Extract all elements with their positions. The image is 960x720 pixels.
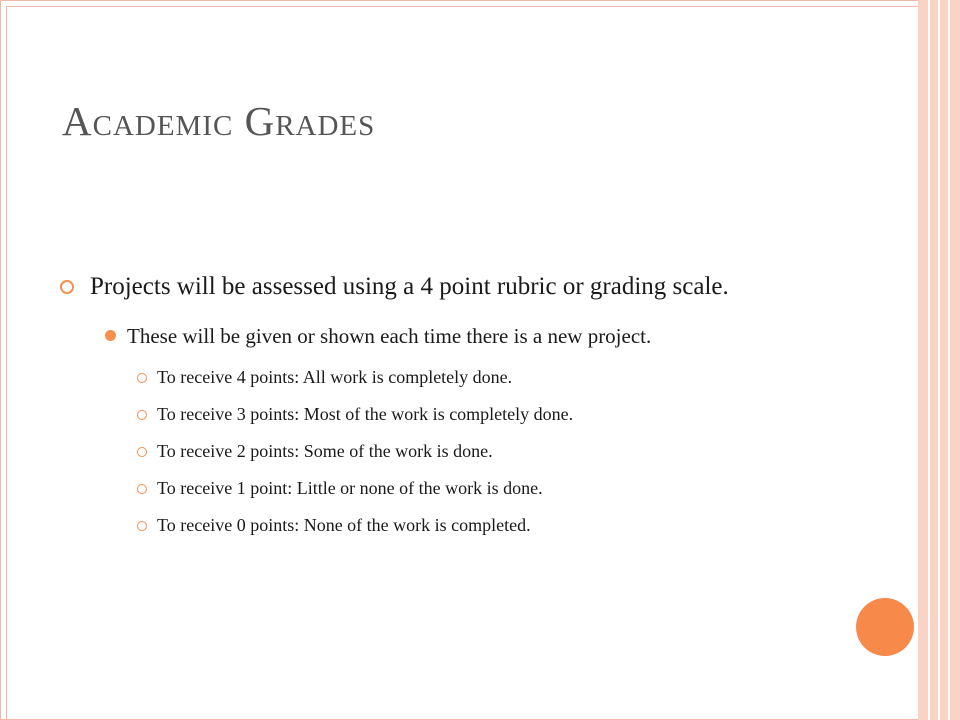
bullet-text: Projects will be assessed using a 4 point rubric or grading scale. [90,273,729,300]
decorative-right-band [918,0,960,720]
ring-bullet-icon [60,280,74,294]
ring-bullet-icon [137,447,147,457]
bullet-level2 [60,321,840,351]
bullet-text: To receive 1 point: Little or none of the work is done. [157,478,543,498]
bullet-level1 [60,270,840,303]
bullet-level3 [60,475,840,502]
dot-bullet-icon [105,330,116,341]
ring-bullet-icon [137,410,147,420]
decorative-orange-circle [856,598,914,656]
bullet-text: These will be given or shown each time there is a new project. [127,324,652,348]
slide-title: Academic Grades [62,98,376,144]
bullet-text: To receive 3 points: Most of the work is completely done. [157,404,574,424]
slide-body [60,270,840,539]
bullet-text: To receive 2 points: Some of the work is done. [157,441,493,461]
ring-bullet-icon [137,484,147,494]
band-stripe [948,0,950,720]
bullet-level3 [60,364,840,391]
bullet-text: To receive 0 points: None of the work is completed. [157,515,531,535]
bullet-level3 [60,512,840,539]
band-stripe [928,0,930,720]
bullet-text: To receive 4 points: All work is completely done. [157,367,513,387]
ring-bullet-icon [137,373,147,383]
bullet-level3 [60,401,840,428]
bullet-level3 [60,438,840,465]
band-stripe [938,0,940,720]
ring-bullet-icon [137,521,147,531]
